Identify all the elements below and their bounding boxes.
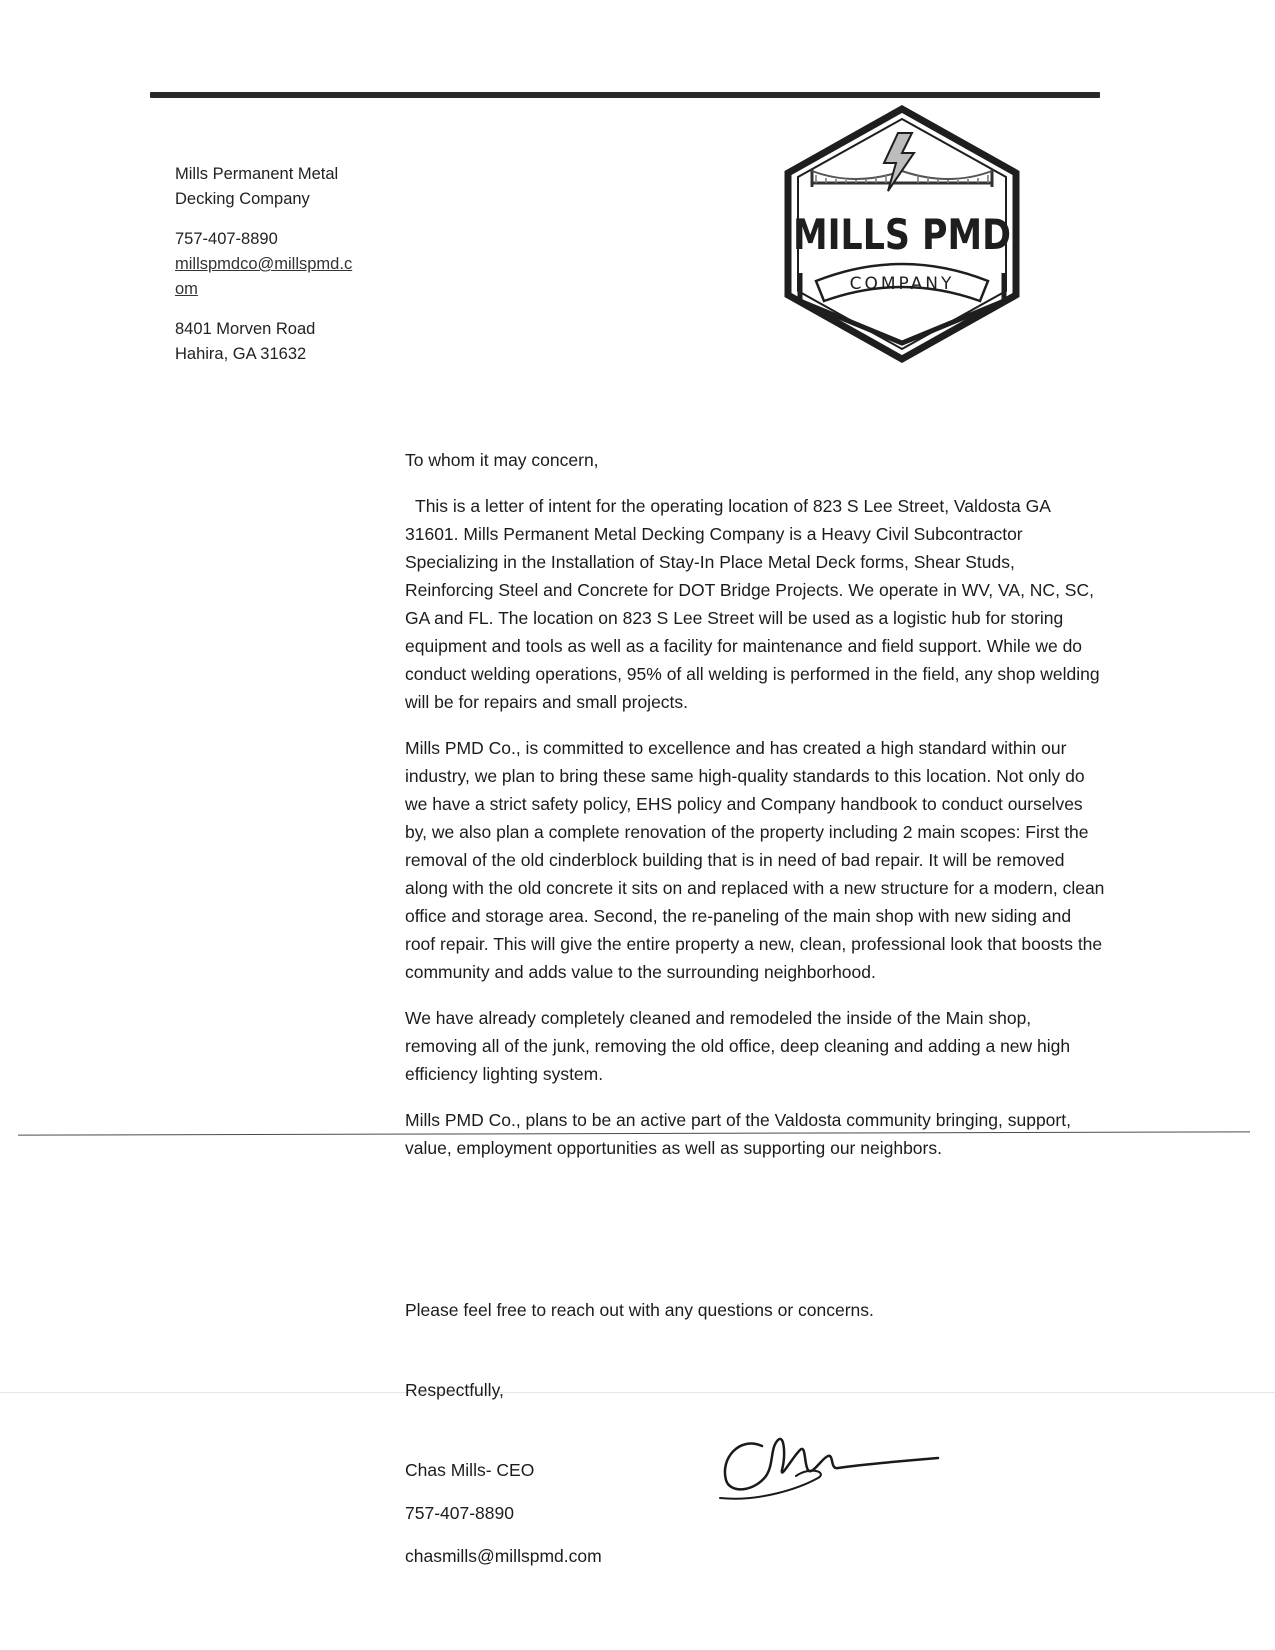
paragraph-commitment: Mills PMD Co., is committed to excellence and has created a high standard within our industry, we plan to bring these same high-quality standards to this location. Not only do we have a strict safety policy, EHS policy and Company handbook to conduct ourselves by, we also plan a complete renovation of the property including 2 main scopes: First the removal of the old cinderblock building that is in need of bad repair. It will be removed along with the old concrete it sits on and replaced with a new structure for a modern, clean office and storage area. Second, the re-paneling of the main shop with new siding and roof repair. This will give the entire property a new, clean, professional look that boosts the community and adds value to the surrounding neighborhood. (405, 738, 1105, 982)
sender-address-line2: Hahira, GA 31632 (175, 345, 307, 363)
logo-subtitle: COMPANY (849, 274, 955, 294)
scan-faint-line (0, 1392, 1275, 1393)
salutation: To whom it may concern, (405, 450, 599, 470)
sender-address (175, 317, 375, 367)
handwritten-signature (700, 1418, 940, 1508)
company-logo (780, 105, 1025, 370)
signoff: Respectfully, (405, 1380, 504, 1400)
sender-contact (175, 227, 375, 302)
paragraph-community: Mills PMD Co., plans to be an active part of the Valdosta community bringing, support, value, employment opportunities as well as supporting our neighbors. (405, 1110, 1071, 1158)
logo-wordmark: MILLS PMD (793, 210, 1011, 259)
paragraph-intent: This is a letter of intent for the operating location of 823 S Lee Street, Valdosta GA 31601. Mills Permanent Metal Decking Company is a Heavy Civil Subcontractor Specializing in the Installation of Stay-In Place Metal Deck forms, Shear Studs, Reinforcing Steel and Concrete for DOT Bridge Projects. We operate in WV, VA, NC, SC, GA and FL. The location on 823 S Lee Street will be used as a logistic hub for storing equipment and tools as well as a facility for maintenance and field support. While we do conduct welding operations, 95% of all welding is performed in the field, any shop welding will be for repairs and small projects. (405, 496, 1100, 712)
sender-company-line2: Decking Company (175, 190, 310, 208)
signer-email[interactable]: chasmills@millspmd.com (405, 1546, 602, 1566)
closing-note: Please feel free to reach out with any questions or concerns. (405, 1300, 874, 1320)
sender-company-line1: Mills Permanent Metal (175, 165, 339, 183)
sender-block (175, 162, 375, 382)
paragraph-remodel: We have already completely cleaned and remodeled the inside of the Main shop, removing all of the junk, removing the old office, deep cleaning and adding a new high efficiency lighting system. (405, 1008, 1071, 1084)
sender-company (175, 162, 375, 212)
signer-name: Chas Mills- CEO (405, 1460, 535, 1480)
letterhead-top-rule (150, 92, 1100, 98)
sender-email-line2[interactable]: om (175, 280, 198, 298)
sender-address-line1: 8401 Morven Road (175, 320, 316, 338)
sender-email-line1[interactable]: millspmdco@millspmd.c (175, 255, 353, 273)
letter-body (405, 446, 1105, 1180)
signer-phone: 757-407-8890 (405, 1503, 514, 1523)
sender-phone: 757-407-8890 (175, 230, 278, 248)
